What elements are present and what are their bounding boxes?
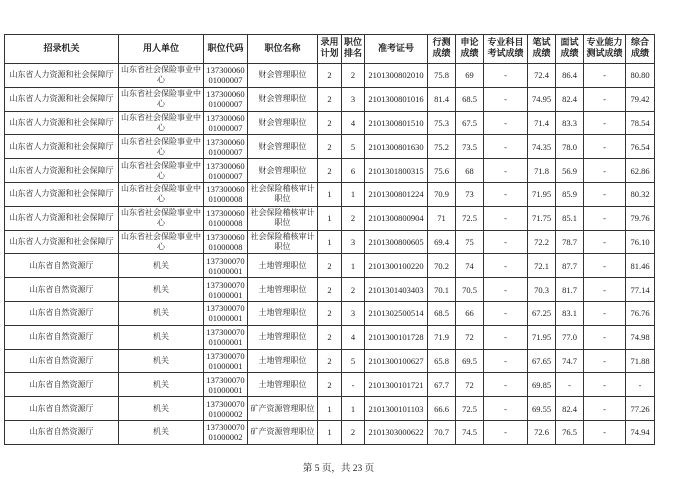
cell-position-name: 社会保险稽核审计职位 (248, 182, 318, 206)
header-professional-ability-score: 专业能力测试成绩 (584, 35, 626, 64)
cell-total-score: 76.76 (626, 301, 655, 325)
cell-recruiting-agency: 山东省人力资源和社会保障厅 (5, 230, 119, 254)
cell-essay-score: 75 (456, 230, 484, 254)
cell-professional-subject-score: - (484, 301, 528, 325)
header-hiring-plan: 录用计划 (318, 35, 342, 64)
cell-aptitude-score: 69.4 (428, 230, 456, 254)
cell-essay-score: 74 (456, 254, 484, 278)
cell-written-score: 71.95 (528, 325, 556, 349)
cell-written-score: 74.35 (528, 135, 556, 159)
cell-exam-ticket-number: 2101300800904 (365, 206, 428, 230)
cell-written-score: 72.2 (528, 230, 556, 254)
cell-written-score: 74.95 (528, 87, 556, 111)
cell-total-score: 80.80 (626, 64, 655, 88)
cell-exam-ticket-number: 2101300101721 (365, 373, 428, 397)
cell-recruiting-agency: 山东省自然资源厅 (5, 254, 119, 278)
cell-total-score: 62.86 (626, 159, 655, 183)
cell-total-score: 81.46 (626, 254, 655, 278)
table-row (5, 397, 655, 421)
table-row (5, 111, 655, 135)
cell-position-name: 社会保险稽核审计职位 (248, 206, 318, 230)
cell-employer-unit: 山东省社会保险事业中心 (119, 111, 204, 135)
cell-aptitude-score: 81.4 (428, 87, 456, 111)
cell-professional-subject-score: - (484, 325, 528, 349)
cell-aptitude-score: 75.8 (428, 64, 456, 88)
cell-professional-ability-score: - (584, 278, 626, 302)
table-row (5, 420, 655, 444)
cell-total-score: 74.98 (626, 325, 655, 349)
cell-professional-subject-score: - (484, 349, 528, 373)
cell-hiring-plan: 2 (318, 111, 342, 135)
cell-hiring-plan: 1 (318, 182, 342, 206)
cell-essay-score: 69 (456, 64, 484, 88)
header-professional-subject-score: 专业科目考试成绩 (484, 35, 528, 64)
cell-professional-subject-score: - (484, 159, 528, 183)
cell-total-score: 76.10 (626, 230, 655, 254)
cell-professional-ability-score: - (584, 87, 626, 111)
cell-professional-ability-score: - (584, 111, 626, 135)
cell-recruiting-agency: 山东省自然资源厅 (5, 349, 119, 373)
cell-recruiting-agency: 山东省人力资源和社会保障厅 (5, 206, 119, 230)
cell-hiring-plan: 2 (318, 301, 342, 325)
table-row (5, 206, 655, 230)
cell-written-score: 72.4 (528, 64, 556, 88)
cell-exam-ticket-number: 2101300100627 (365, 349, 428, 373)
cell-position-name: 财会管理职位 (248, 64, 318, 88)
cell-position-name: 财会管理职位 (248, 159, 318, 183)
cell-position-code: 13730007001000001 (204, 301, 248, 325)
cell-recruiting-agency: 山东省人力资源和社会保障厅 (5, 159, 119, 183)
table-row (5, 182, 655, 206)
cell-total-score: 80.32 (626, 182, 655, 206)
table-row (5, 301, 655, 325)
header-exam-ticket-number: 准考证号 (365, 35, 428, 64)
cell-aptitude-score: 70.9 (428, 182, 456, 206)
cell-interview-score: 81.7 (556, 278, 584, 302)
cell-professional-ability-score: - (584, 206, 626, 230)
cell-position-name: 土地管理职位 (248, 301, 318, 325)
cell-interview-score: 76.5 (556, 420, 584, 444)
cell-recruiting-agency: 山东省人力资源和社会保障厅 (5, 64, 119, 88)
cell-essay-score: 70.5 (456, 278, 484, 302)
cell-position-name: 土地管理职位 (248, 373, 318, 397)
cell-position-code: 13730006001000007 (204, 87, 248, 111)
cell-written-score: 69.85 (528, 373, 556, 397)
cell-aptitude-score: 71 (428, 206, 456, 230)
cell-written-score: 71.95 (528, 182, 556, 206)
cell-aptitude-score: 75.3 (428, 111, 456, 135)
cell-hiring-plan: 1 (318, 230, 342, 254)
cell-hiring-plan: 1 (318, 397, 342, 421)
cell-interview-score: 56.9 (556, 159, 584, 183)
cell-written-score: 71.8 (528, 159, 556, 183)
cell-recruiting-agency: 山东省自然资源厅 (5, 325, 119, 349)
header-recruiting-agency: 招录机关 (5, 35, 119, 64)
cell-position-name: 土地管理职位 (248, 325, 318, 349)
cell-total-score: 79.76 (626, 206, 655, 230)
cell-essay-score: 72 (456, 325, 484, 349)
cell-exam-ticket-number: 2101300801510 (365, 111, 428, 135)
table-row (5, 373, 655, 397)
cell-written-score: 67.65 (528, 349, 556, 373)
cell-exam-ticket-number: 2101301800315 (365, 159, 428, 183)
cell-recruiting-agency: 山东省自然资源厅 (5, 278, 119, 302)
cell-exam-ticket-number: 2101303000622 (365, 420, 428, 444)
cell-position-rank: 2 (342, 420, 365, 444)
cell-interview-score: 78.7 (556, 230, 584, 254)
cell-hiring-plan: 1 (318, 420, 342, 444)
table-row (5, 325, 655, 349)
cell-employer-unit: 机关 (119, 254, 204, 278)
header-aptitude-score: 行测成绩 (428, 35, 456, 64)
cell-exam-ticket-number: 2101300801224 (365, 182, 428, 206)
cell-position-rank: 1 (342, 182, 365, 206)
cell-employer-unit: 山东省社会保险事业中心 (119, 206, 204, 230)
table-row (5, 159, 655, 183)
cell-aptitude-score: 71.9 (428, 325, 456, 349)
cell-employer-unit: 机关 (119, 349, 204, 373)
cell-position-rank: 5 (342, 135, 365, 159)
cell-essay-score: 68 (456, 159, 484, 183)
cell-essay-score: 69.5 (456, 349, 484, 373)
cell-exam-ticket-number: 2101300101728 (365, 325, 428, 349)
table-row (5, 254, 655, 278)
cell-written-score: 71.4 (528, 111, 556, 135)
cell-essay-score: 67.5 (456, 111, 484, 135)
cell-written-score: 67.25 (528, 301, 556, 325)
cell-position-rank: 2 (342, 64, 365, 88)
cell-position-name: 矿产资源管理职位 (248, 397, 318, 421)
cell-total-score: - (626, 373, 655, 397)
table-row (5, 135, 655, 159)
cell-hiring-plan: 2 (318, 373, 342, 397)
cell-exam-ticket-number: 2101301403403 (365, 278, 428, 302)
page-footer: 第 5 页，共 23 页 (302, 464, 375, 474)
cell-hiring-plan: 2 (318, 64, 342, 88)
cell-position-name: 财会管理职位 (248, 111, 318, 135)
cell-position-code: 13730007001000002 (204, 397, 248, 421)
cell-employer-unit: 机关 (119, 301, 204, 325)
cell-position-code: 13730006001000008 (204, 182, 248, 206)
cell-interview-score: - (556, 373, 584, 397)
cell-aptitude-score: 70.2 (428, 254, 456, 278)
cell-employer-unit: 机关 (119, 325, 204, 349)
cell-exam-ticket-number: 2101300801016 (365, 87, 428, 111)
cell-employer-unit: 山东省社会保险事业中心 (119, 64, 204, 88)
cell-position-name: 矿产资源管理职位 (248, 420, 318, 444)
cell-essay-score: 73 (456, 182, 484, 206)
cell-interview-score: 83.1 (556, 301, 584, 325)
cell-interview-score: 87.7 (556, 254, 584, 278)
cell-interview-score: 85.9 (556, 182, 584, 206)
cell-position-code: 13730006001000007 (204, 135, 248, 159)
header-position-code: 职位代码 (204, 35, 248, 64)
cell-professional-ability-score: - (584, 254, 626, 278)
cell-hiring-plan: 1 (318, 206, 342, 230)
cell-position-name: 社会保险稽核审计职位 (248, 230, 318, 254)
cell-total-score: 71.88 (626, 349, 655, 373)
cell-position-rank: 1 (342, 254, 365, 278)
cell-position-rank: - (342, 373, 365, 397)
cell-hiring-plan: 2 (318, 87, 342, 111)
cell-aptitude-score: 75.2 (428, 135, 456, 159)
cell-position-name: 土地管理职位 (248, 349, 318, 373)
table-row (5, 64, 655, 88)
cell-interview-score: 85.1 (556, 206, 584, 230)
cell-position-rank: 3 (342, 87, 365, 111)
cell-employer-unit: 山东省社会保险事业中心 (119, 182, 204, 206)
cell-position-code: 13730007001000001 (204, 254, 248, 278)
table-row (5, 278, 655, 302)
cell-written-score: 69.55 (528, 397, 556, 421)
cell-interview-score: 77.0 (556, 325, 584, 349)
cell-essay-score: 73.5 (456, 135, 484, 159)
cell-professional-subject-score: - (484, 254, 528, 278)
cell-position-name: 财会管理职位 (248, 135, 318, 159)
cell-aptitude-score: 70.7 (428, 420, 456, 444)
cell-professional-ability-score: - (584, 64, 626, 88)
cell-hiring-plan: 2 (318, 278, 342, 302)
cell-professional-subject-score: - (484, 420, 528, 444)
cell-employer-unit: 山东省社会保险事业中心 (119, 135, 204, 159)
cell-professional-subject-score: - (484, 87, 528, 111)
table-row (5, 87, 655, 111)
cell-professional-subject-score: - (484, 373, 528, 397)
cell-employer-unit: 机关 (119, 373, 204, 397)
cell-recruiting-agency: 山东省自然资源厅 (5, 397, 119, 421)
cell-recruiting-agency: 山东省自然资源厅 (5, 301, 119, 325)
cell-position-code: 13730006001000007 (204, 64, 248, 88)
cell-position-rank: 2 (342, 206, 365, 230)
cell-position-code: 13730007001000001 (204, 373, 248, 397)
cell-position-code: 13730007001000002 (204, 420, 248, 444)
cell-total-score: 77.14 (626, 278, 655, 302)
cell-total-score: 77.26 (626, 397, 655, 421)
cell-employer-unit: 山东省社会保险事业中心 (119, 87, 204, 111)
header-written-score: 笔试成绩 (528, 35, 556, 64)
cell-position-rank: 3 (342, 230, 365, 254)
cell-essay-score: 74.5 (456, 420, 484, 444)
cell-written-score: 72.6 (528, 420, 556, 444)
cell-position-rank: 2 (342, 278, 365, 302)
cell-position-rank: 5 (342, 349, 365, 373)
cell-interview-score: 74.7 (556, 349, 584, 373)
cell-essay-score: 66 (456, 301, 484, 325)
cell-aptitude-score: 67.7 (428, 373, 456, 397)
cell-professional-subject-score: - (484, 182, 528, 206)
cell-written-score: 72.1 (528, 254, 556, 278)
cell-professional-ability-score: - (584, 159, 626, 183)
cell-total-score: 79.42 (626, 87, 655, 111)
cell-professional-ability-score: - (584, 373, 626, 397)
cell-professional-subject-score: - (484, 111, 528, 135)
cell-interview-score: 83.3 (556, 111, 584, 135)
cell-employer-unit: 山东省社会保险事业中心 (119, 159, 204, 183)
header-total-score: 综合成绩 (626, 35, 655, 64)
cell-employer-unit: 机关 (119, 420, 204, 444)
cell-position-rank: 1 (342, 397, 365, 421)
cell-recruiting-agency: 山东省人力资源和社会保障厅 (5, 135, 119, 159)
table-row (5, 349, 655, 373)
cell-total-score: 76.54 (626, 135, 655, 159)
cell-position-rank: 3 (342, 301, 365, 325)
cell-essay-score: 68.5 (456, 87, 484, 111)
cell-written-score: 71.75 (528, 206, 556, 230)
cell-exam-ticket-number: 2101300100220 (365, 254, 428, 278)
cell-position-code: 13730006001000007 (204, 111, 248, 135)
cell-position-code: 13730006001000008 (204, 206, 248, 230)
cell-hiring-plan: 2 (318, 159, 342, 183)
cell-position-rank: 4 (342, 111, 365, 135)
cell-position-code: 13730007001000001 (204, 278, 248, 302)
cell-professional-ability-score: - (584, 182, 626, 206)
cell-professional-ability-score: - (584, 420, 626, 444)
cell-position-name: 财会管理职位 (248, 87, 318, 111)
cell-position-name: 土地管理职位 (248, 278, 318, 302)
header-interview-score: 面试成绩 (556, 35, 584, 64)
cell-position-code: 13730006001000007 (204, 159, 248, 183)
cell-recruiting-agency: 山东省人力资源和社会保障厅 (5, 182, 119, 206)
results-table (4, 34, 655, 445)
header-position-rank: 职位排名 (342, 35, 365, 64)
cell-professional-subject-score: - (484, 278, 528, 302)
header-position-name: 职位名称 (248, 35, 318, 64)
cell-exam-ticket-number: 2101302500514 (365, 301, 428, 325)
cell-recruiting-agency: 山东省人力资源和社会保障厅 (5, 111, 119, 135)
cell-professional-ability-score: - (584, 325, 626, 349)
cell-essay-score: 72 (456, 373, 484, 397)
cell-hiring-plan: 2 (318, 325, 342, 349)
cell-interview-score: 86.4 (556, 64, 584, 88)
cell-professional-ability-score: - (584, 397, 626, 421)
cell-total-score: 74.94 (626, 420, 655, 444)
cell-position-rank: 4 (342, 325, 365, 349)
cell-hiring-plan: 2 (318, 349, 342, 373)
cell-aptitude-score: 75.6 (428, 159, 456, 183)
cell-exam-ticket-number: 2101300801630 (365, 135, 428, 159)
cell-position-code: 13730006001000008 (204, 230, 248, 254)
cell-professional-subject-score: - (484, 230, 528, 254)
cell-recruiting-agency: 山东省人力资源和社会保障厅 (5, 87, 119, 111)
cell-employer-unit: 山东省社会保险事业中心 (119, 230, 204, 254)
cell-professional-ability-score: - (584, 301, 626, 325)
cell-interview-score: 78.0 (556, 135, 584, 159)
cell-hiring-plan: 2 (318, 254, 342, 278)
cell-professional-ability-score: - (584, 230, 626, 254)
cell-interview-score: 82.4 (556, 397, 584, 421)
cell-aptitude-score: 66.6 (428, 397, 456, 421)
cell-exam-ticket-number: 2101300800605 (365, 230, 428, 254)
cell-total-score: 78.54 (626, 111, 655, 135)
table-header-row (5, 35, 655, 64)
cell-aptitude-score: 70.1 (428, 278, 456, 302)
cell-professional-subject-score: - (484, 135, 528, 159)
cell-exam-ticket-number: 2101300101103 (365, 397, 428, 421)
cell-employer-unit: 机关 (119, 397, 204, 421)
cell-position-code: 13730007001000001 (204, 349, 248, 373)
cell-professional-subject-score: - (484, 206, 528, 230)
table-row (5, 230, 655, 254)
cell-recruiting-agency: 山东省自然资源厅 (5, 373, 119, 397)
header-essay-score: 申论成绩 (456, 35, 484, 64)
cell-position-code: 13730007001000001 (204, 325, 248, 349)
cell-recruiting-agency: 山东省自然资源厅 (5, 420, 119, 444)
cell-aptitude-score: 68.5 (428, 301, 456, 325)
cell-interview-score: 82.4 (556, 87, 584, 111)
cell-position-name: 土地管理职位 (248, 254, 318, 278)
cell-professional-subject-score: - (484, 397, 528, 421)
cell-employer-unit: 机关 (119, 278, 204, 302)
cell-professional-subject-score: - (484, 64, 528, 88)
cell-essay-score: 72.5 (456, 206, 484, 230)
header-employer-unit: 用人单位 (119, 35, 204, 64)
cell-professional-ability-score: - (584, 349, 626, 373)
cell-hiring-plan: 2 (318, 135, 342, 159)
cell-professional-ability-score: - (584, 135, 626, 159)
cell-position-rank: 6 (342, 159, 365, 183)
cell-essay-score: 72.5 (456, 397, 484, 421)
cell-written-score: 70.3 (528, 278, 556, 302)
cell-aptitude-score: 65.8 (428, 349, 456, 373)
cell-exam-ticket-number: 2101300802010 (365, 64, 428, 88)
